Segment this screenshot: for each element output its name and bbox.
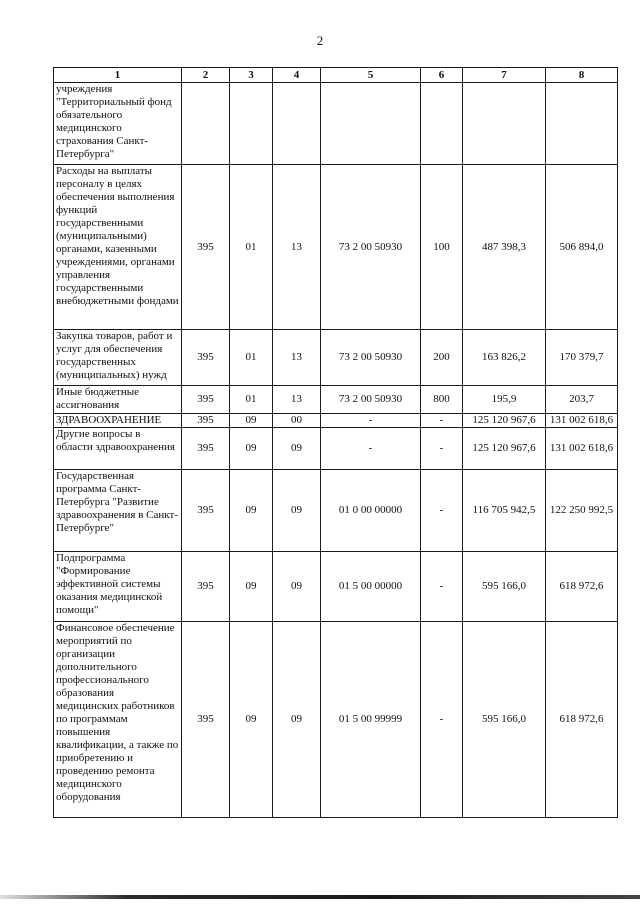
cell-amount-1: 125 120 967,6 — [463, 428, 546, 470]
cell-code — [182, 83, 230, 165]
cell-subsection: 09 — [273, 552, 321, 622]
table-row — [54, 470, 618, 552]
cell-subsection — [273, 83, 321, 165]
cell-expense-type: 100 — [421, 165, 463, 330]
cell-target-article: 01 0 00 00000 — [321, 470, 421, 552]
cell-expense-type: - — [421, 622, 463, 818]
cell-target-article: 73 2 00 50930 — [321, 330, 421, 386]
row-name: Финансовое обеспечение мероприятий по организации дополнительного профессионального образования медицинских работников по программам повышения квалификации, а также по приобретению и проведению ремонта медицинского оборудования — [54, 622, 182, 818]
cell-section — [230, 83, 273, 165]
row-name: Государственная программа Санкт-Петербурга "Развитие здравоохранения в Санкт-Петербурге" — [54, 470, 182, 552]
budget-table — [53, 67, 618, 818]
cell-subsection: 13 — [273, 330, 321, 386]
cell-code: 395 — [182, 428, 230, 470]
cell-code: 395 — [182, 386, 230, 414]
cell-section: 01 — [230, 330, 273, 386]
cell-section: 01 — [230, 165, 273, 330]
cell-amount-1: 163 826,2 — [463, 330, 546, 386]
cell-subsection: 09 — [273, 470, 321, 552]
cell-code: 395 — [182, 470, 230, 552]
cell-section: 09 — [230, 552, 273, 622]
cell-expense-type — [421, 83, 463, 165]
cell-amount-1 — [463, 83, 546, 165]
row-name: Другие вопросы в области здравоохранения — [54, 428, 182, 470]
cell-section: 01 — [230, 386, 273, 414]
cell-amount-1: 595 166,0 — [463, 622, 546, 818]
cell-target-article: - — [321, 414, 421, 428]
row-name: учреждения "Территориальный фонд обязательного медицинского страхования Санкт-Петербурга" — [54, 83, 182, 165]
table-row — [54, 414, 618, 428]
cell-target-article: 01 5 00 99999 — [321, 622, 421, 818]
cell-expense-type: - — [421, 428, 463, 470]
row-name: Закупка товаров, работ и услуг для обеспечения государственных (муниципальных) нужд — [54, 330, 182, 386]
table-row — [54, 622, 618, 818]
column-header: 1 — [54, 68, 182, 83]
cell-code: 395 — [182, 330, 230, 386]
cell-amount-2: 131 002 618,6 — [546, 414, 618, 428]
table-header-row — [54, 68, 618, 83]
cell-section: 09 — [230, 470, 273, 552]
cell-amount-1: 195,9 — [463, 386, 546, 414]
table-row — [54, 83, 618, 165]
column-header: 5 — [321, 68, 421, 83]
cell-target-article: 01 5 00 00000 — [321, 552, 421, 622]
cell-subsection: 09 — [273, 428, 321, 470]
cell-expense-type: - — [421, 552, 463, 622]
cell-code: 395 — [182, 622, 230, 818]
cell-code: 395 — [182, 414, 230, 428]
column-header: 7 — [463, 68, 546, 83]
cell-code: 395 — [182, 165, 230, 330]
cell-amount-2: 506 894,0 — [546, 165, 618, 330]
cell-code: 395 — [182, 552, 230, 622]
row-name: ЗДРАВООХРАНЕНИЕ — [54, 414, 182, 428]
cell-expense-type: 200 — [421, 330, 463, 386]
column-header: 3 — [230, 68, 273, 83]
column-header: 8 — [546, 68, 618, 83]
row-name: Расходы на выплаты персоналу в целях обеспечения выполнения функций государственными (муниципальными) органами, казенными учреждениями, органами управления государственными внебюджетными фондами — [54, 165, 182, 330]
column-header: 6 — [421, 68, 463, 83]
cell-amount-2: 122 250 992,5 — [546, 470, 618, 552]
page-number: 2 — [316, 33, 324, 48]
cell-amount-2: 618 972,6 — [546, 622, 618, 818]
cell-section: 09 — [230, 428, 273, 470]
cell-amount-2 — [546, 83, 618, 165]
cell-amount-2: 203,7 — [546, 386, 618, 414]
cell-expense-type: - — [421, 470, 463, 552]
table-row — [54, 386, 618, 414]
cell-amount-2: 618 972,6 — [546, 552, 618, 622]
cell-section: 09 — [230, 622, 273, 818]
column-header: 2 — [182, 68, 230, 83]
column-header: 4 — [273, 68, 321, 83]
cell-subsection: 13 — [273, 386, 321, 414]
table-row — [54, 428, 618, 470]
cell-expense-type: 800 — [421, 386, 463, 414]
row-name: Подпрограмма "Формирование эффективной системы оказания медицинской помощи" — [54, 552, 182, 622]
row-name: Иные бюджетные ассигнования — [54, 386, 182, 414]
cell-subsection: 00 — [273, 414, 321, 428]
cell-amount-2: 170 379,7 — [546, 330, 618, 386]
cell-target-article: 73 2 00 50930 — [321, 386, 421, 414]
table-row — [54, 330, 618, 386]
cell-target-article: 73 2 00 50930 — [321, 165, 421, 330]
cell-subsection: 13 — [273, 165, 321, 330]
cell-target-article: - — [321, 428, 421, 470]
cell-expense-type: - — [421, 414, 463, 428]
cell-section: 09 — [230, 414, 273, 428]
cell-amount-1: 116 705 942,5 — [463, 470, 546, 552]
cell-subsection: 09 — [273, 622, 321, 818]
cell-amount-1: 125 120 967,6 — [463, 414, 546, 428]
cell-amount-2: 131 002 618,6 — [546, 428, 618, 470]
scan-artifact-line — [0, 895, 640, 899]
table-row — [54, 552, 618, 622]
table-row — [54, 165, 618, 330]
cell-amount-1: 487 398,3 — [463, 165, 546, 330]
cell-amount-1: 595 166,0 — [463, 552, 546, 622]
cell-target-article — [321, 83, 421, 165]
